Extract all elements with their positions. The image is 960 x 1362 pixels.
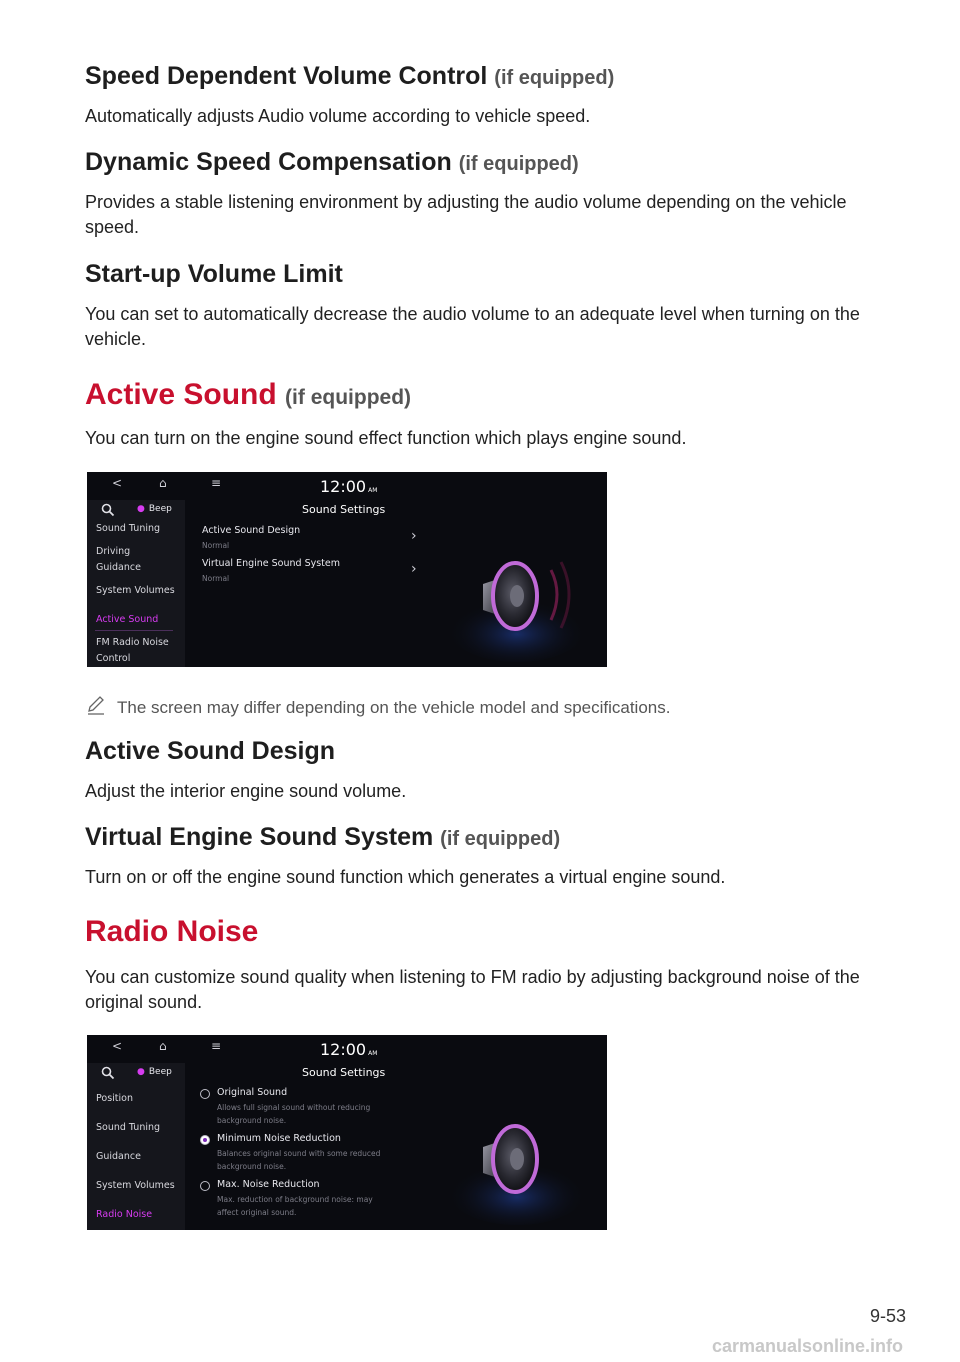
- speaker-icon: [447, 1095, 587, 1225]
- screen-note: The screen may differ depending on the vehicle model and specifications.: [85, 694, 670, 718]
- sidebar-item-system-volumes[interactable]: System Volumes: [96, 1180, 175, 1191]
- option-minimum-noise-reduction-desc: Balances original sound with some reduced: [217, 1149, 381, 1158]
- heading-virtual-engine-sound-system: Virtual Engine Sound System (if equipped): [85, 823, 561, 851]
- chevron-right-icon[interactable]: ›: [411, 528, 417, 544]
- speaker-icon: [447, 532, 587, 662]
- sidebar-item-position[interactable]: Position: [96, 1093, 133, 1104]
- sidebar-item-sound-tuning[interactable]: Sound Tuning: [96, 1122, 161, 1133]
- option-active-sound-design[interactable]: Active Sound Design: [202, 525, 301, 536]
- option-virtual-engine-sound-value: Normal: [202, 574, 230, 583]
- body-dynamic-speed-compensation: Provides a stable listening environment by adjusting the audio volume depending on the vehicle speed.: [85, 192, 847, 237]
- home-icon[interactable]: ⌂: [159, 1039, 167, 1053]
- sidebar-item-system-volumes[interactable]: System Volumes: [96, 585, 175, 596]
- home-icon[interactable]: ⌂: [159, 476, 167, 490]
- heading-radio-noise: Radio Noise: [85, 915, 259, 948]
- heading-active-sound: Active Sound (if equipped): [85, 378, 412, 411]
- body-radio-noise: You can customize sound quality when listening to FM radio by adjusting background noise of the original sound.: [85, 967, 860, 1012]
- search-icon[interactable]: [101, 503, 115, 517]
- clock: 12:00 AM: [320, 477, 378, 496]
- option-max-noise-reduction-desc: Max. reduction of background noise: may: [217, 1195, 373, 1204]
- sidebar-item-guidance[interactable]: Guidance: [96, 1151, 141, 1162]
- sidebar-item-fm-radio-noise[interactable]: FM Radio Noise: [96, 637, 169, 648]
- radio-max-noise-reduction[interactable]: [200, 1181, 210, 1191]
- body-virtual-engine-sound-system: Turn on or off the engine sound function which generates a virtual engine sound.: [85, 867, 726, 887]
- option-minimum-noise-reduction-desc-2: background noise.: [217, 1162, 287, 1171]
- settings-sidebar: [87, 500, 185, 667]
- active-sound-screenshot: [87, 472, 607, 667]
- pencil-icon: [85, 694, 107, 716]
- radio-minimum-noise-reduction[interactable]: [200, 1135, 210, 1145]
- option-virtual-engine-sound[interactable]: Virtual Engine Sound System: [202, 558, 341, 569]
- heading-startup-volume-limit: Start-up Volume Limit: [85, 260, 343, 288]
- page-number: 9-53: [870, 1306, 907, 1326]
- body-speed-dependent-volume: Automatically adjusts Audio volume according to vehicle speed.: [85, 106, 591, 126]
- screen-title: Sound Settings: [302, 503, 386, 516]
- sidebar-item-sound-tuning[interactable]: Sound Tuning: [96, 523, 161, 534]
- option-original-sound-desc-2: background noise.: [217, 1116, 287, 1125]
- radio-original-sound[interactable]: [200, 1089, 210, 1099]
- menu-icon[interactable]: ≡: [211, 476, 222, 490]
- menu-icon[interactable]: ≡: [211, 1039, 222, 1053]
- body-active-sound-design: Adjust the interior engine sound volume.: [85, 781, 407, 801]
- body-startup-volume-limit: You can set to automatically decrease the audio volume to an adequate level when turning on the vehicle.: [85, 304, 860, 349]
- status-bar: [87, 1035, 607, 1063]
- sidebar-item-guidance[interactable]: Guidance: [96, 562, 141, 573]
- option-original-sound-desc: Allows full signal sound without reducing: [217, 1103, 371, 1112]
- chevron-right-icon[interactable]: ›: [411, 561, 417, 577]
- option-active-sound-design-value: Normal: [202, 541, 230, 550]
- heading-dynamic-speed-compensation: Dynamic Speed Compensation (if equipped): [85, 148, 579, 176]
- option-max-noise-reduction[interactable]: Max. Noise Reduction: [217, 1179, 320, 1190]
- status-bar: [87, 472, 607, 500]
- option-minimum-noise-reduction[interactable]: Minimum Noise Reduction: [217, 1133, 341, 1144]
- beep-toggle[interactable]: ● Beep: [137, 1067, 172, 1077]
- clock: 12:00 AM: [320, 1040, 378, 1059]
- search-icon[interactable]: [101, 1066, 115, 1080]
- sidebar-item-control[interactable]: Control: [96, 653, 131, 664]
- radio-noise-screenshot: [87, 1035, 607, 1230]
- screen-title: Sound Settings: [302, 1066, 386, 1079]
- heading-active-sound-design: Active Sound Design: [85, 737, 336, 765]
- settings-sidebar: [87, 1063, 185, 1230]
- beep-toggle[interactable]: ● Beep: [137, 504, 172, 514]
- sidebar-item-driving[interactable]: Driving: [96, 546, 131, 557]
- option-original-sound[interactable]: Original Sound: [217, 1087, 288, 1098]
- active-item-underline: [95, 630, 173, 631]
- watermark: carmanualsonline.info: [712, 1336, 904, 1356]
- heading-speed-dependent-volume: Speed Dependent Volume Control (if equipped): [85, 62, 615, 90]
- option-max-noise-reduction-desc-2: affect original sound.: [217, 1208, 297, 1217]
- sidebar-item-active-sound[interactable]: Active Sound: [96, 614, 159, 625]
- back-icon[interactable]: <: [112, 476, 123, 490]
- body-active-sound: You can turn on the engine sound effect function which plays engine sound.: [85, 428, 687, 448]
- sidebar-item-radio-noise[interactable]: Radio Noise: [96, 1209, 153, 1220]
- back-icon[interactable]: <: [112, 1039, 123, 1053]
